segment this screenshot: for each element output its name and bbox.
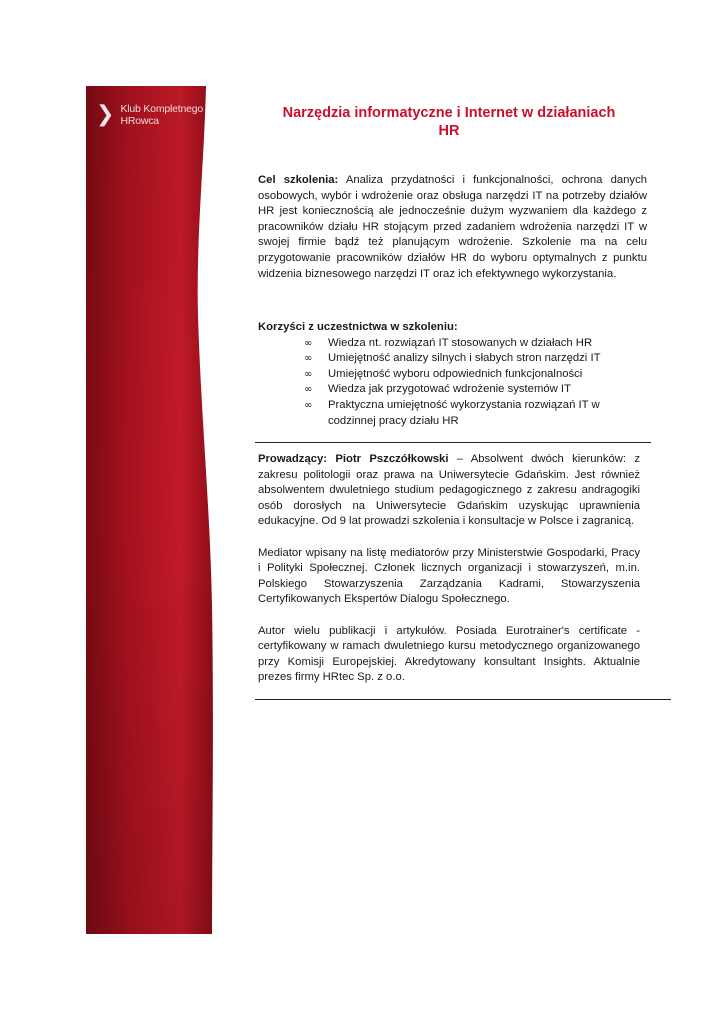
training-goal [258, 173, 647, 282]
benefit-text: Wiedza jak przygotować wdrożenie systemów IT [328, 383, 571, 396]
divider-top [255, 442, 651, 443]
trainer-intro: – Absolwent dwóch kierunków: z zakresu politologii oraz prawa na Uniwersytecie Gdańskim. Jest również absolwentem dwuletniego studium pedagogicznego z zakresu andragogiki osób dorosłych na Uniwersytecie Gdańskim uzyskując uprawnienia edukacyjne. Od 9 lat prowadzi szkolenia i konsultacje w Polsce i zagranicą. [258, 453, 640, 528]
logo-line-1: Klub Kompletnego [120, 103, 204, 115]
list-item [304, 382, 648, 398]
trainer-label: Prowadzący: Piotr Pszczółkowski [258, 453, 449, 465]
title-line-1: Narzędzia informatyczne i Internet w działaniach [282, 105, 616, 121]
trainer-paragraph-3: Autor wielu publikacji i artykułów. Posiada Eurotrainer's certificate - certyfikowany w ramach dwuletniego kursu metodycznego organizowanego przy Komisji Europejskiej. Akredytowany konsultant Insights. Aktualnie prezes firmy HRtec Sp. z o.o. [258, 624, 640, 684]
infinity-bullet-icon: ∞ [304, 399, 313, 411]
benefit-text: Praktyczna umiejętność wykorzystania rozwiązań IT w codzinnej pracy działu HR [328, 398, 600, 427]
trainer-paragraph-2: Mediator wpisany na listę mediatorów przy Ministerstwie Gospodarki, Pracy i Polityki Społecznej. Członek licznych organizacji i stowarzyszeń, m.in. Polskiego Stowarzyszenia Zarządzania Kadrami, Stowarzyszenia Certyfikowanych Ekspertów Dialogu Społecznego. [258, 546, 640, 606]
divider-bottom [255, 699, 671, 700]
logo-text [120, 103, 203, 127]
infinity-bullet-icon: ∞ [304, 368, 313, 380]
benefits-heading: Korzyści z uczestnictwa w szkoleniu: [258, 321, 458, 333]
benefits-list [258, 336, 648, 430]
benefit-text: Wiedza nt. rozwiązań IT stosowanych w działach HR [328, 336, 593, 349]
title-line-2: HR [438, 123, 460, 139]
list-item [304, 351, 648, 367]
goal-text: Analiza przydatności i funkcjonalności, ochrona danych osobowych, wybór i wdrożenie oraz obsługa narzędzi IT na potrzeby działów HR jest koniecznością ale jednocześnie dużym wyzwaniem dla każdego z pracowników działu HR stojącym przed zadaniem wdrożenia narzędzi IT w swojej firmie bądź też planującym wdrożenie. Szkolenie ma na celu przygotowanie pracowników działów HR do wyboru optymalnych z punktu widzenia biznesowego narzędzi IT oraz ich efektywnego wykorzystania. [258, 174, 647, 280]
goal-label: Cel szkolenia: [258, 174, 339, 186]
sidebar-background [86, 86, 214, 934]
logo-line-2: HRowca [120, 115, 159, 127]
benefits-section [258, 320, 648, 429]
brand-logo [96, 103, 203, 127]
infinity-bullet-icon: ∞ [304, 337, 313, 349]
page-title [258, 104, 640, 140]
list-item [304, 398, 648, 429]
trainer-paragraph-1 [258, 452, 640, 530]
trainer-section [258, 452, 640, 702]
list-item [304, 336, 648, 352]
infinity-bullet-icon: ∞ [304, 384, 313, 396]
infinity-bullet-icon: ∞ [304, 353, 313, 365]
list-item [304, 367, 648, 383]
sidebar-banner [86, 86, 214, 934]
chevron-right-icon: ❯ [96, 102, 115, 127]
benefit-text: Umiejętność wyboru odpowiednich funkcjonalności [328, 367, 583, 380]
benefit-text: Umiejętność analizy silnych i słabych stron narzędzi IT [328, 352, 601, 365]
